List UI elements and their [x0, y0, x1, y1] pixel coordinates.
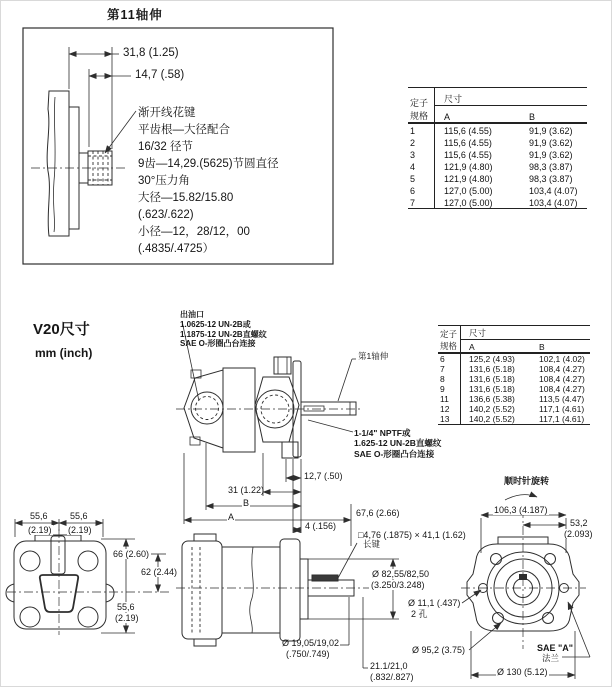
- dim-a: 127,0 (5.00): [444, 186, 493, 196]
- stator-spec: 12: [438, 404, 461, 414]
- shaft-dia-mm: Ø 19,05/19,02: [282, 638, 340, 648]
- dim-a: 115,6 (4.55): [444, 150, 492, 160]
- stator-spec: 11: [438, 394, 461, 404]
- rear-width-label: 106,3 (4.187): [494, 505, 548, 515]
- dim-31-label: 31 (1.22): [228, 485, 265, 495]
- spec-header-line2: 规格: [410, 111, 429, 121]
- dim-a: 131,6 (5.18): [469, 374, 515, 384]
- spec-header-line2: 规格: [440, 341, 458, 351]
- inset-dim-31-8: 31,8 (1.25): [123, 47, 179, 59]
- table-row: [438, 404, 590, 414]
- bolt-circle-dia: Ø 95,2 (3.75): [412, 645, 466, 655]
- dim-b: 98,3 (3.87): [529, 174, 573, 184]
- spline-note-line: 16/32 径节: [138, 141, 193, 153]
- col-a-header: A: [435, 106, 528, 124]
- dim-a: 136,6 (5.38): [469, 394, 515, 404]
- pilot-dia-in: (3.250/3.248): [371, 580, 425, 590]
- table-row: [408, 184, 587, 196]
- inset-title: 第11轴伸: [107, 8, 163, 22]
- outer-dia-label: Ø 130 (5.12): [497, 667, 548, 677]
- dim-a: 127,0 (5.00): [435, 196, 528, 209]
- inlet-note-line: SAE O-形圈凸台连接: [354, 448, 435, 459]
- shaft-callout: 第1轴伸: [358, 351, 389, 361]
- outlet-note-line: SAE O-形圈凸台连接: [180, 339, 256, 349]
- rear-half-in: (2.093): [564, 529, 593, 539]
- flange-cn-label: 法兰: [542, 653, 560, 663]
- dim-b: 91,9 (3.62): [529, 126, 573, 136]
- stator-spec: 6: [408, 184, 435, 196]
- spline-notes: [138, 105, 279, 258]
- dim-a: 140,2 (5.52): [469, 404, 515, 414]
- dim-b: 91,9 (3.62): [529, 138, 573, 148]
- stator-dimensions-table-2: [438, 325, 590, 425]
- table-row: [438, 364, 590, 374]
- front-width2-in: (2.19): [68, 525, 92, 535]
- dim-4-label: 4 (.156): [305, 521, 337, 531]
- table-row: [438, 384, 590, 394]
- dim-a: 125,2 (4.93): [469, 354, 515, 364]
- size-header: 尺寸: [435, 88, 588, 106]
- dim-b: 113,5 (4.47): [539, 394, 585, 404]
- dim-a: 121,9 (4.80): [444, 174, 493, 184]
- front-height-62: 62 (2.44): [141, 567, 178, 577]
- dim-b: 108,4 (4.27): [539, 374, 585, 384]
- spline-note-line: 渐开线花键: [138, 107, 196, 119]
- stator-spec: 9: [438, 384, 461, 394]
- stator-spec: 2: [408, 136, 435, 148]
- stator-spec: 4: [408, 160, 435, 172]
- top-view-dimensions: [184, 443, 357, 578]
- inlet-note-line: 1.625-12 UN-2B直螺纹: [354, 438, 442, 449]
- spline-note-line: 30°压力角: [138, 175, 190, 187]
- dim-a: 121,9 (4.80): [444, 162, 493, 172]
- dim-b: 91,9 (3.62): [529, 150, 573, 160]
- col-a-header: A: [461, 340, 538, 354]
- size-header: 尺寸: [461, 326, 591, 340]
- dim-12-7-label: 12,7 (.50): [304, 471, 343, 481]
- stator-spec: 3: [408, 148, 435, 160]
- spec-header: [408, 88, 435, 124]
- key-height-mm: 21.1/21,0: [370, 661, 408, 671]
- spec-header-line1: 定子: [440, 329, 458, 339]
- stator-spec: 13: [438, 414, 461, 425]
- stator-dimensions-table-1: [408, 87, 587, 209]
- col-b-header: B: [527, 106, 587, 124]
- spec-header: [438, 326, 461, 354]
- spline-note-line: 小径—12，28/12，00: [138, 226, 250, 238]
- flange-type-label: SAE "A": [537, 643, 574, 653]
- table-row: [438, 374, 590, 384]
- dim-b: 117,1 (4.61): [537, 414, 590, 425]
- table-row: [408, 123, 587, 136]
- inlet-port-note: [354, 428, 441, 459]
- dim-b: 108,4 (4.27): [539, 384, 585, 394]
- rotation-label: 顺时针旋转: [504, 476, 550, 486]
- dim-a: 131,6 (5.18): [469, 384, 515, 394]
- dim-b: 108,4 (4.27): [539, 364, 585, 374]
- spline-note-line: 9齿—14,29.(5625)节圆直径: [138, 158, 279, 170]
- outlet-port-note: [180, 310, 267, 349]
- front-height-55-in: (2.19): [115, 613, 139, 623]
- col-b-header: B: [537, 340, 590, 354]
- spline-note-line: (.623/.622): [138, 209, 194, 221]
- dim-b: 103,4 (4.07): [529, 186, 578, 196]
- spline-note-line: 大径—15.82/15.80: [138, 192, 234, 204]
- key-spec-label: □4,76 (.1875) × 41,1 (1.62): [358, 530, 466, 540]
- mount-hole-count: 2 孔: [411, 609, 428, 619]
- front-width2-mm: 55,6: [70, 511, 88, 521]
- inlet-note-line: 1-1/4" NPTF或: [354, 428, 411, 438]
- section-units: mm (inch): [35, 346, 93, 360]
- dim-a: 115,6 (4.55): [444, 138, 492, 148]
- dim-67-6-label: 67,6 (2.66): [356, 508, 400, 518]
- dim-b: 102,1 (4.02): [539, 354, 585, 364]
- spline-note-line: (.4835/.4725）: [138, 243, 215, 255]
- key-length-label: 长键: [363, 539, 381, 549]
- table-row: [408, 136, 587, 148]
- stator-spec: 7: [408, 196, 435, 209]
- table-row: [438, 353, 590, 364]
- pilot-dia-mm: Ø 82,55/82,50: [372, 569, 430, 579]
- mount-hole-dia: Ø 11,1 (.437): [408, 598, 461, 608]
- table-row: [408, 196, 587, 209]
- stator-spec: 5: [408, 172, 435, 184]
- spline-note-line: 平齿根—大径配合: [138, 124, 230, 136]
- rear-half-mm: 53,2: [570, 518, 588, 528]
- dim-a: 140,2 (5.52): [461, 414, 538, 425]
- stator-spec: 1: [408, 123, 435, 136]
- stator-spec: 8: [438, 374, 461, 384]
- dim-a: 115,6 (4.55): [444, 126, 492, 136]
- dim-b-label: B: [243, 498, 250, 508]
- table-row: [438, 414, 590, 425]
- outlet-note-line: 出油口: [180, 310, 204, 319]
- dim-b: 103,4 (4.07): [527, 196, 587, 209]
- dim-b: 98,3 (3.87): [529, 162, 573, 172]
- table-row: [408, 160, 587, 172]
- dim-a: 131,6 (5.18): [469, 364, 515, 374]
- table-row: [408, 172, 587, 184]
- outlet-note-line: 1.0625-12 UN-2B或: [180, 319, 251, 329]
- stator-spec: 6: [438, 353, 461, 364]
- key-height-in: (.832/.827): [370, 672, 414, 682]
- inset-dim-14-7: 14,7 (.58): [135, 69, 185, 81]
- shaft-dia-in: (.750/.749): [286, 649, 330, 659]
- dim-a-label: A: [228, 512, 235, 522]
- table-row: [438, 394, 590, 404]
- outlet-note-line: 1.1875-12 UN-2B直螺纹: [180, 329, 267, 339]
- spec-header-line1: 定子: [410, 98, 429, 108]
- section-title: V20尺寸: [33, 321, 90, 338]
- front-width1-mm: 55,6: [30, 511, 48, 521]
- front-height-55-mm: 55,6: [117, 602, 135, 612]
- table-row: [408, 148, 587, 160]
- dim-b: 117,1 (4.61): [539, 404, 585, 414]
- front-height-66: 66 (2.60): [113, 549, 150, 559]
- stator-spec: 7: [438, 364, 461, 374]
- front-width1-in: (2.19): [28, 525, 52, 535]
